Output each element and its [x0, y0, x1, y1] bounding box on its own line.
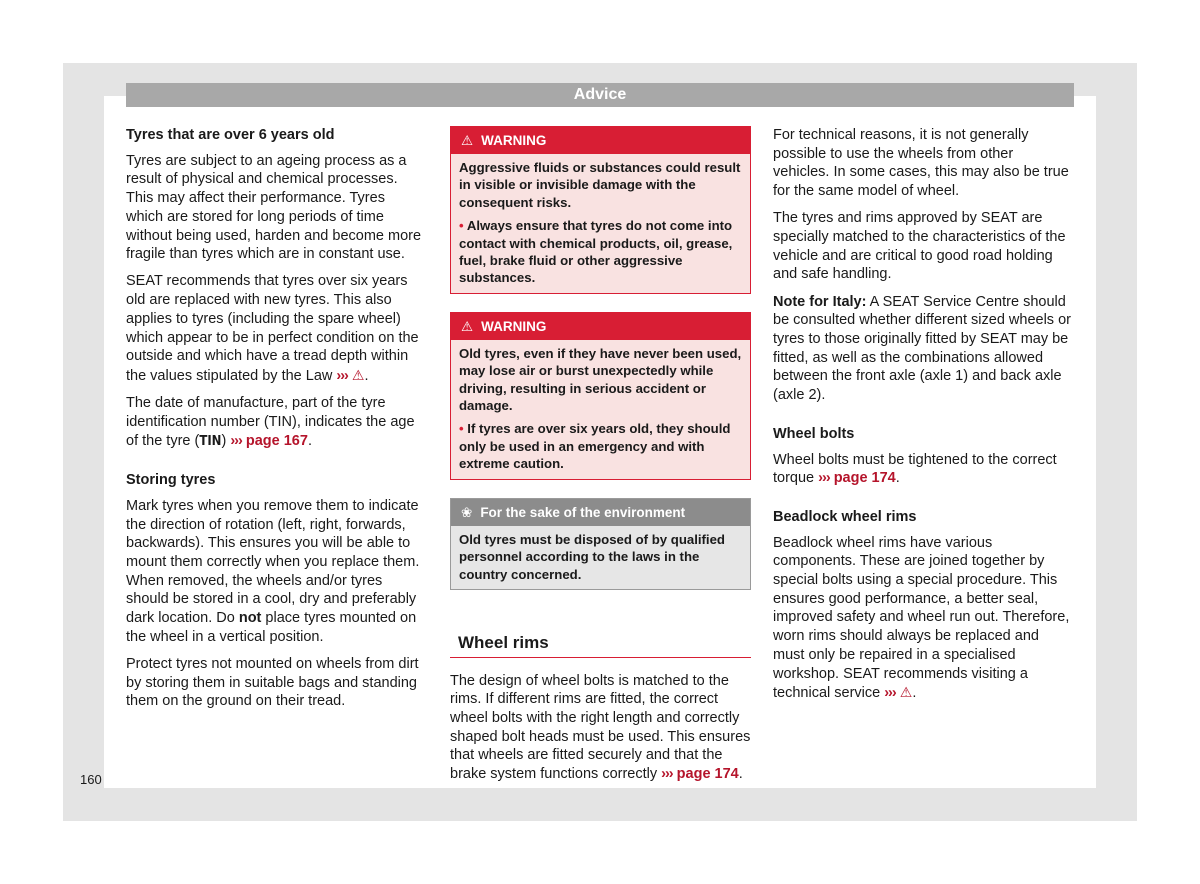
- paragraph-text: Wheel bolts must be tightened to the correct torque: [773, 451, 1057, 487]
- paragraph: [450, 672, 751, 784]
- column-left: [126, 126, 426, 720]
- punctuation: .: [307, 432, 312, 449]
- warning-header: [451, 313, 750, 340]
- page-link[interactable]: page 174: [833, 470, 896, 487]
- bullet-icon: •: [459, 421, 464, 437]
- warning-triangle-icon[interactable]: ⚠: [899, 684, 913, 701]
- warning-bullet: [459, 420, 742, 472]
- environment-label: For the sake of the environment: [480, 504, 686, 520]
- paragraph-text: The design of wheel bolts is matched to the rims. If different rims are fitted, the correct wheel bolts with the right length and correctly shaped bolt heads must be used. This ensures that wheels are fitted securely and that the brake system functions correctly: [450, 672, 751, 783]
- paragraph: [773, 534, 1073, 703]
- paragraph: For technical reasons, it is not generally possible to use the wheels from other vehicles. In some cases, this may also be true for the same model of wheel.: [773, 127, 1069, 200]
- page-link[interactable]: page 174: [676, 766, 739, 783]
- heading-beadlock-rims: Beadlock wheel rims: [773, 508, 917, 525]
- warning-text: Old tyres, even if they have never been used, may lose air or burst unexpectedly while driving, resulting in serious accident or damage.: [459, 345, 742, 414]
- paragraph-text: Mark tyres when you remove them to indicate the direction of rotation (left, right, forwards, backwards). This ensures you will be able to mount them correctly when you replace them. When removed, the wheels and/or tyres should be stored in a cool, dry and preferably dark location. Do: [126, 497, 420, 627]
- warning-text: Aggressive fluids or substances could result in visible or invisible damage with the consequent risks.: [459, 160, 741, 210]
- paragraph-text: Beadlock wheel rims have various components. These are joined together by special bolts using a special procedure. This ensures good performance, a better seal, improved safety and wheel run out. Therefore, worn rims should always be replaced and must only be repaired in a specialised workshop. SEAT recommends visiting a technical service: [773, 534, 1070, 702]
- heading-old-tyres: Tyres that are over 6 years old: [126, 127, 335, 143]
- paragraph-text: ): [221, 432, 227, 449]
- warning-triangle-icon: ⚠: [461, 318, 474, 334]
- paragraph-text: SEAT recommends that tyres over six years old are replaced with new tyres. This also applies to tyres (including the spare wheel) which appear to be in perfect condition on the outside and which have a tread depth within the values stipulated by the Law: [126, 273, 419, 384]
- chevron-triple-icon[interactable]: ›››: [884, 685, 896, 702]
- bullet-icon: •: [459, 218, 464, 234]
- punctuation: .: [912, 685, 917, 702]
- page-frame-left: [63, 63, 104, 821]
- note-label: Note for Italy:: [773, 293, 867, 310]
- column-right: [773, 126, 1073, 711]
- paragraph: [126, 497, 426, 647]
- warning-bullet-text: If tyres are over six years old, they should only be used in an emergency and with extreme caution.: [459, 421, 731, 472]
- paragraph: [773, 451, 1073, 488]
- page-number: 160: [80, 772, 102, 787]
- punctuation: .: [895, 470, 900, 487]
- chevron-triple-icon[interactable]: ›››: [336, 367, 348, 384]
- warning-label: WARNING: [481, 133, 547, 148]
- environment-header: [451, 499, 750, 526]
- warning-triangle-icon: ⚠: [461, 133, 474, 148]
- tin-symbol: TIN: [199, 433, 222, 449]
- environment-box: [450, 498, 751, 590]
- warning-triangle-icon[interactable]: ⚠: [351, 366, 365, 383]
- warning-header: [451, 127, 750, 154]
- warning-body: [451, 340, 750, 479]
- paragraph: [126, 394, 426, 451]
- paragraph-text: A SEAT Service Centre should be consulted whether different sized wheels or tyres to those originally fitted by SEAT may be fitted, as well as the combinations allowed between the front axle (axle 1) and back axle (axle 2).: [773, 293, 1071, 404]
- paragraph: Protect tyres not mounted on wheels from dirt by storing them in suitable bags and standing them on the ground on their tread.: [126, 656, 419, 710]
- heading-storing-tyres: Storing tyres: [126, 472, 216, 489]
- warning-bullet-text: Always ensure that tyres do not come into contact with chemical products, oil, grease, fuel, brake fluid or other aggressive substances.: [459, 218, 733, 286]
- punctuation: .: [738, 766, 743, 783]
- paragraph-text: place tyres mounted on the wheel in a vertical position.: [126, 610, 417, 645]
- flower-icon: ❀: [461, 504, 473, 520]
- chevron-triple-icon: ›››: [818, 470, 830, 487]
- section-title-wheel-rims: Wheel rims: [450, 628, 751, 658]
- paragraph: Tyres are subject to an ageing process as a result of physical and chemical processes. This may affect their performance. Tyres which are stored for long periods of time without being used, harden and become more fragile than tyres which are in constant use.: [126, 152, 422, 263]
- environment-text: Old tyres must be disposed of by qualified personnel according to the laws in the country concerned.: [459, 531, 725, 582]
- page-link[interactable]: page 167: [245, 432, 308, 449]
- paragraph: [126, 272, 426, 385]
- punctuation: .: [364, 367, 369, 384]
- paragraph: [773, 293, 1073, 405]
- advice-header: Advice: [126, 83, 1074, 107]
- page-frame-bottom: [63, 788, 1137, 821]
- environment-body: [451, 526, 750, 589]
- warning-label: WARNING: [481, 318, 547, 334]
- warning-body: [451, 154, 750, 293]
- emphasis: not: [238, 610, 262, 627]
- chevron-triple-icon: ›››: [661, 766, 673, 783]
- chevron-triple-icon: ›››: [230, 432, 242, 449]
- heading-wheel-bolts: Wheel bolts: [773, 425, 855, 442]
- paragraph: The tyres and rims approved by SEAT are specially matched to the characteristics of the vehicle and are critical to good road holding and safe handling.: [773, 210, 1066, 283]
- warning-bullet: [459, 217, 742, 287]
- column-middle: [450, 126, 751, 792]
- warning-box: [450, 312, 751, 480]
- warning-box: [450, 126, 751, 294]
- paragraph-text: The date of manufacture, part of the tyre identification number (TIN), indicates the age of the tyre (: [126, 395, 415, 449]
- page-frame-right: [1096, 63, 1137, 821]
